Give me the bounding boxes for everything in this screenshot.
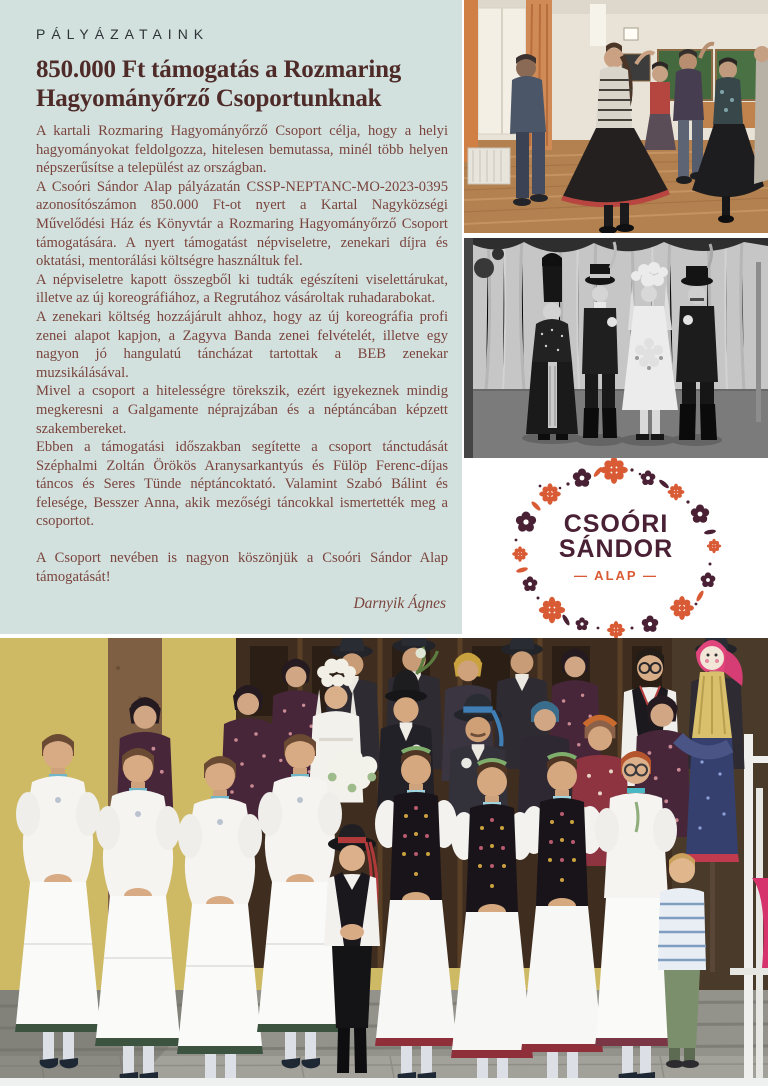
logo-subtitle: — ALAP — <box>574 568 658 583</box>
dance-rehearsal-photo <box>464 0 768 233</box>
logo-text <box>464 512 768 583</box>
article-body <box>36 122 448 586</box>
author-signature: Darnyik Ágnes <box>353 595 446 613</box>
section-kicker: PÁLYÁZATAINK <box>36 26 210 42</box>
paragraph: A népviseletre kapott összegből ki tudták egészíteni viselettárukat, illetve az új koreográfiához, a Regrutához vásároltak ruhadarabokat. <box>36 271 448 307</box>
wedding-costume-photo <box>464 238 768 458</box>
paragraph: Ebben a támogatási időszakban segítette a csoport tánctudását Széphalmi Zoltán Örökös Aranysarkantyús és Fülöp Ferenc-díjas táncos és Seres Tünde néptáncoktató. Valamint Szabó Bálint és felesége, Besszer Anna, akik mezőségi táncokkal ismertették meg a csoportot. <box>36 439 448 530</box>
wedding-costume-illustration <box>464 238 768 458</box>
paragraph: A Csoóri Sándor Alap pályázatán CSSP-NEPTANC-MO-2023-0395 azonosítószámon 850.000 Ft-ot nyert a Kartal Nagyközségi Művelődési Ház és Könyvtár a Rozmaring Hagyományőrző Csoport támogatására. A nyert támogatást népviseletre, zenekari díjra és oktatási, mentorálási költségre használtuk fel. <box>36 178 448 270</box>
group-photo-illustration <box>0 638 768 1078</box>
article-panel <box>0 0 462 634</box>
paragraph: A zenekari költség hozzájárult ahhoz, hogy az új koreográfia profi zenei alapot kapjon, a Zagyva Banda zenei felvételét, illetve egy nagyon jó hangulatú táncházat tartottak a BEB zenekar muzsikálásával. <box>36 308 448 381</box>
bottom-margin-strip <box>0 1078 768 1086</box>
page-title: 850.000 Ft támogatás a Rozmaring Hagyományőrző Csoportunknak <box>36 56 402 112</box>
logo-name-line2: SÁNDOR <box>558 535 674 563</box>
paragraph: Mivel a csoport a hitelességre törekszik, ezért igyekeznek mindig megkeresni a Galgamente néprajzában és a néptáncában képzett szakembereket. <box>36 383 448 437</box>
closing-paragraph: A Csoport nevében is nagyon köszönjük a Csoóri Sándor Alap támogatását! <box>36 550 448 585</box>
dance-rehearsal-illustration <box>464 0 768 233</box>
csoori-sandor-alap-logo <box>464 458 768 638</box>
logo-name-line1: CSOÓRI <box>563 510 669 538</box>
paragraph: A kartali Rozmaring Hagyományőrző Csoport célja, hogy a helyi hagyományokat feldolgozza, hitelesen bemutassa, minél több helyen népszerűsítse a települést az országban. <box>36 123 448 177</box>
group-photo <box>0 638 768 1078</box>
